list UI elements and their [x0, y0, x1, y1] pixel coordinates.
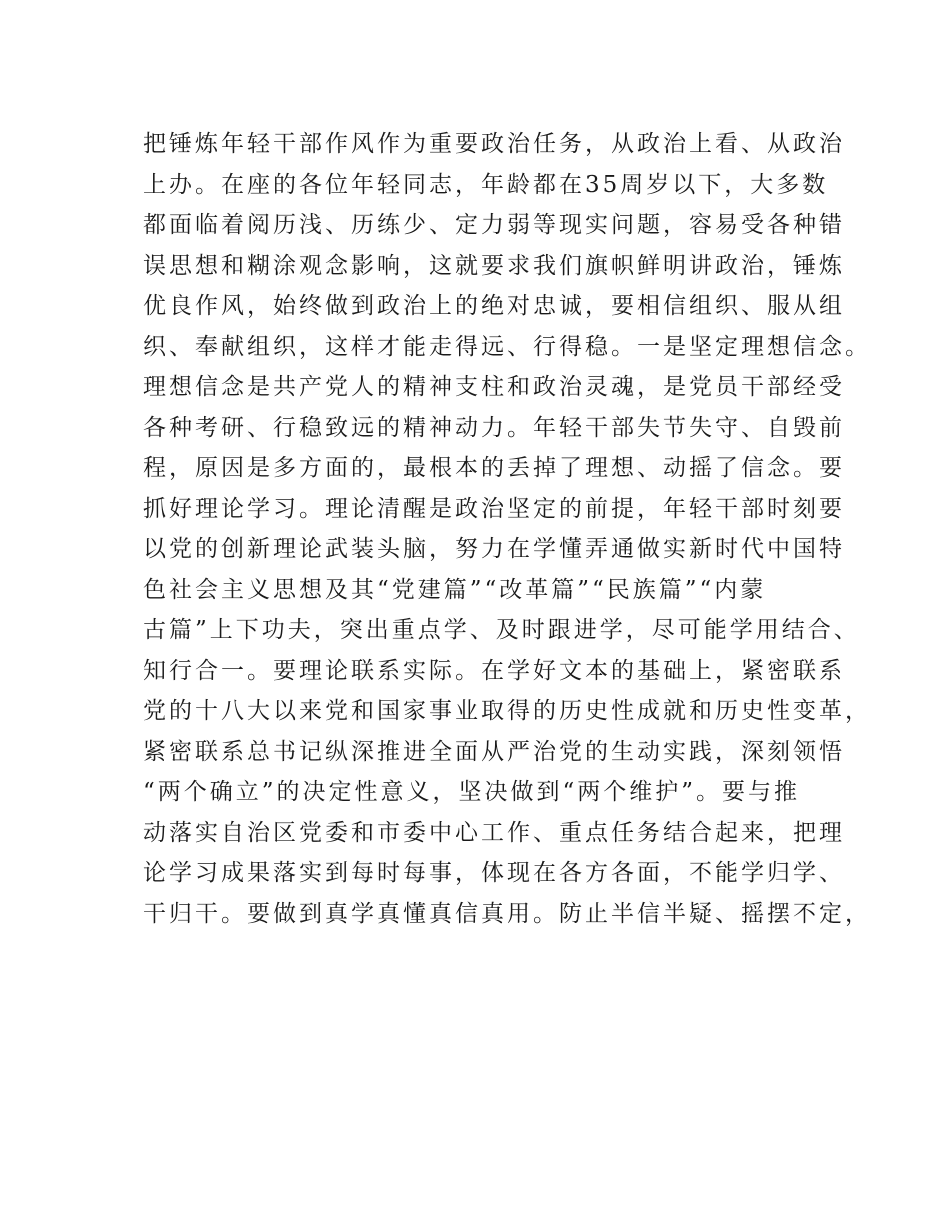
text-line: 色社会主义思想及其“党建篇”“改革篇”“民族篇”“内蒙 [143, 576, 767, 603]
text-line: 优良作风，始终做到政治上的绝对忠诚，要相信组织、服从组 [143, 293, 845, 319]
text-line: 古篇”上下功夫，突出重点学、及时跟进学，尽可能学用结合、 [143, 617, 860, 643]
text-line: 干归干。要做到真学真懂真信真用。防止半信半疑、摇摆不定， [143, 900, 871, 927]
text-line: 把锤炼年轻干部作风作为重要政治任务，从政治上看、从政治 [143, 131, 845, 157]
text-line: “两个确立”的决定性意义，坚决做到“两个维护”。要与推 [143, 779, 801, 805]
text-line: 党的十八大以来党和国家事业取得的历史性成就和历史性变革， [143, 698, 871, 724]
text-line: 都面临着阅历浅、历练少、定力弱等现实问题，容易受各种错 [143, 212, 845, 238]
text-line: 以党的创新理论武装头脑，努力在学懂弄通做实新时代中国特 [143, 536, 845, 562]
text-line: 论学习成果落实到每时每事，体现在各方各面，不能学归学、 [143, 860, 845, 886]
text-line: 抓好理论学习。理论清醒是政治坚定的前提，年轻干部时刻要 [143, 495, 845, 522]
text-line: 上办。在座的各位年轻同志，年龄都在35周岁以下，大多数 [143, 171, 829, 198]
text-line: 各种考研、行稳致远的精神动力。年轻干部失节失守、自毁前 [143, 414, 845, 441]
text-line: 误思想和糊涂观念影响，这就要求我们旗帜鲜明讲政治，锤炼 [143, 252, 845, 279]
text-line: 动落实自治区党委和市委中心工作、重点任务结合起来，把理 [143, 819, 845, 846]
body-text [143, 124, 871, 934]
text-line: 织、奉献组织，这样才能走得远、行得稳。一是坚定理想信念。 [143, 333, 871, 360]
text-line: 程，原因是多方面的，最根本的丢掉了理想、动摇了信念。要 [143, 455, 845, 481]
text-line: 紧密联系总书记纵深推进全面从严治党的生动实践，深刻领悟 [143, 738, 845, 765]
text-line: 理想信念是共产党人的精神支柱和政治灵魂，是党员干部经受 [143, 374, 845, 400]
text-line: 知行合一。要理论联系实际。在学好文本的基础上，紧密联系 [143, 657, 845, 684]
